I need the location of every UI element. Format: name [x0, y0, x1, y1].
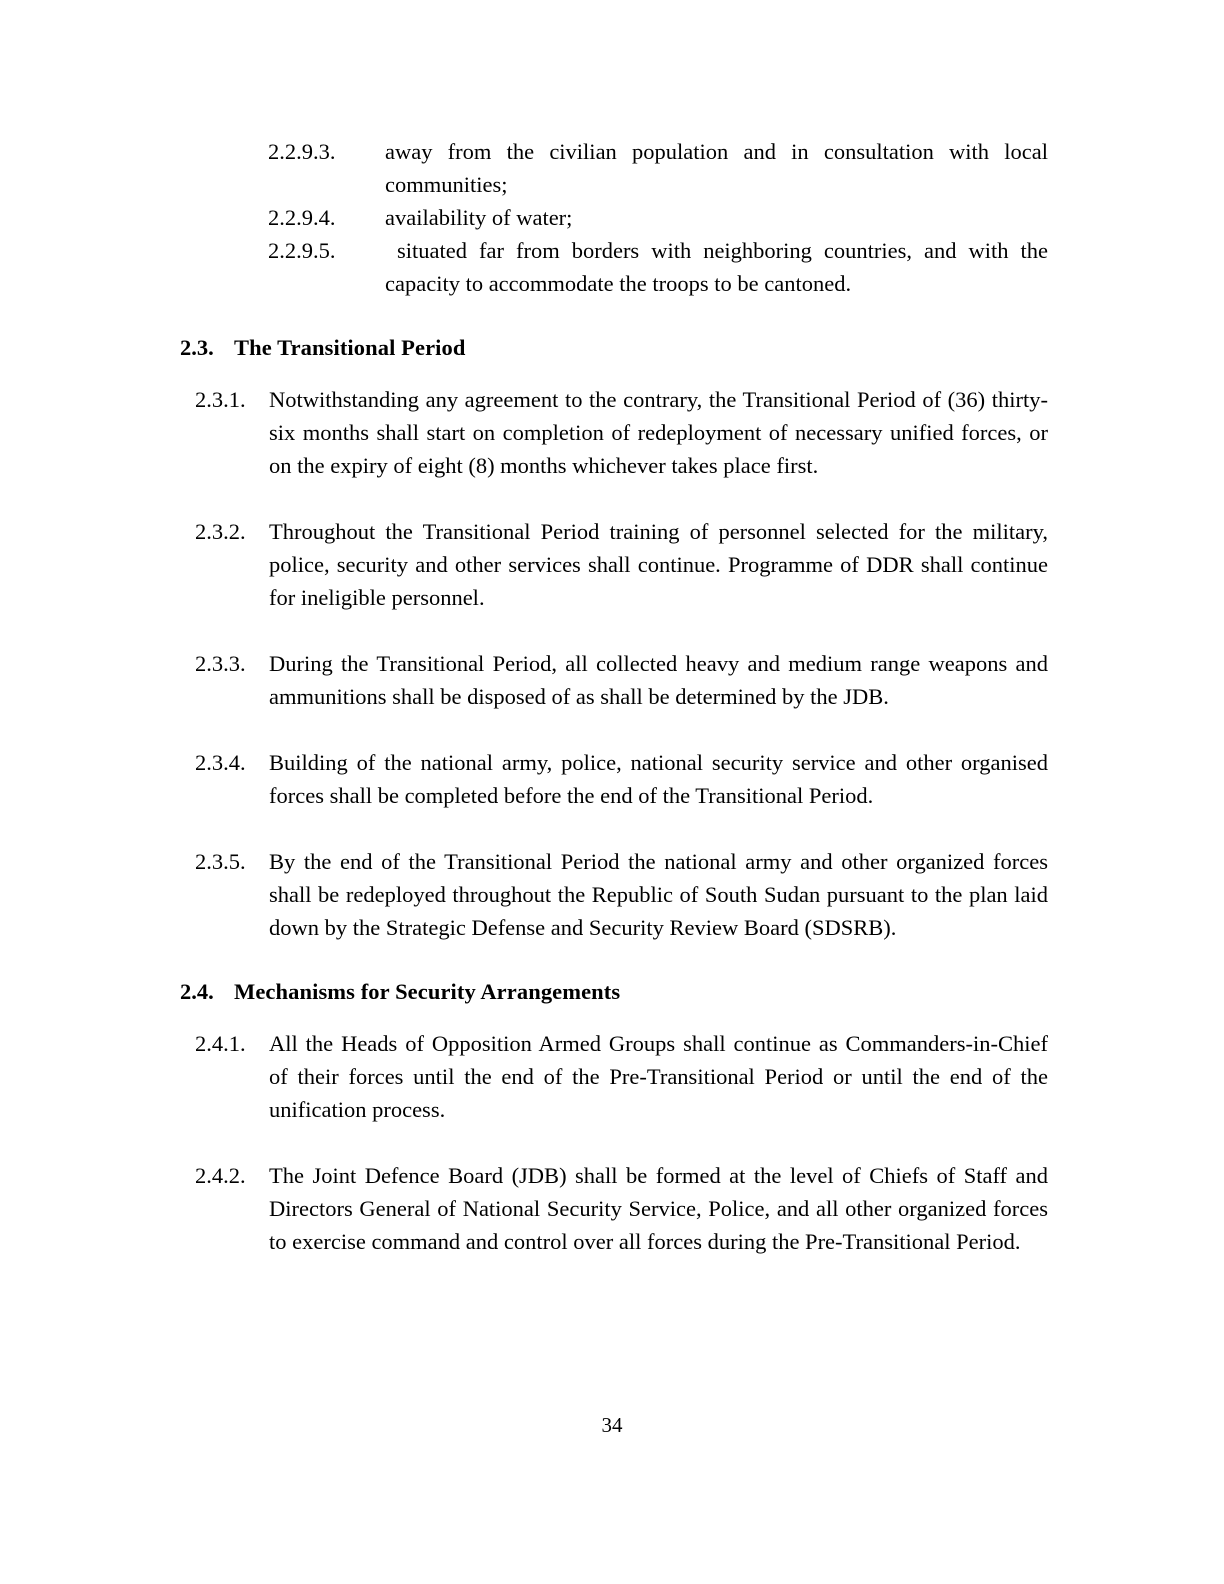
spacer [180, 1008, 1048, 1027]
spacer [180, 812, 1048, 845]
spacer [180, 482, 1048, 515]
section-heading-title: Mechanisms for Security Arrangements [234, 979, 621, 1004]
clause-paragraph [180, 647, 1048, 713]
clause-text: The Joint Defence Board (JDB) shall be formed at the level of Chiefs of Staff and Directors General of National Security Service, Police, and all other organized forces to exercise command and control over all forces during the Pre-Transitional Period. [269, 1163, 1048, 1254]
section-heading [180, 332, 1048, 364]
clause-paragraph [180, 515, 1048, 614]
clause-number: 2.3.4. [195, 750, 246, 775]
clause-number: 2.3.5. [195, 849, 246, 874]
section-heading-number: 2.3. [180, 335, 214, 360]
clause-text: During the Transitional Period, all collected heavy and medium range weapons and ammunitions shall be disposed of as shall be determined by the JDB. [269, 651, 1048, 709]
list-item [180, 201, 1048, 234]
spacer [180, 364, 1048, 383]
clause-number: 2.3.1. [195, 387, 246, 412]
clause-paragraph [180, 1027, 1048, 1126]
section-heading-number: 2.4. [180, 979, 214, 1004]
clause-paragraph [180, 845, 1048, 944]
list-item-number: 2.2.9.5. [268, 238, 336, 263]
clause-text: Throughout the Transitional Period training of personnel selected for the military, police, security and other services shall continue. Programme of DDR shall continue for ineligible personnel. [269, 519, 1048, 610]
spacer [180, 713, 1048, 746]
clause-number: 2.3.2. [195, 519, 246, 544]
list-item-text: away from the civilian population and in consultation with local communities; [385, 139, 1054, 197]
spacer [180, 300, 1048, 332]
clause-text: All the Heads of Opposition Armed Groups shall continue as Commanders-in-Chief of their forces until the end of the Pre-Transitional Period or until the end of the unification process. [269, 1031, 1048, 1122]
spacer [180, 944, 1048, 976]
clause-paragraph [180, 383, 1048, 482]
page-number: 34 [601, 1413, 623, 1437]
clause-number: 2.3.3. [195, 651, 246, 676]
list-item-number: 2.2.9.3. [268, 139, 336, 164]
clause-text: By the end of the Transitional Period the national army and other organized forces shall be redeployed throughout the Republic of South Sudan pursuant to the plan laid down by the Strategic Defense and Security Review Board (SDSRB). [269, 849, 1048, 940]
clause-text: Notwithstanding any agreement to the contrary, the Transitional Period of (36) thirty-six months shall start on completion of redeployment of necessary unified forces, or on the expiry of eight (8) months whichever takes place first. [269, 387, 1048, 478]
section-heading [180, 976, 1048, 1008]
list-item [180, 234, 1054, 300]
spacer [180, 1126, 1048, 1159]
list-item-text: availability of water; [385, 205, 573, 230]
list-item-text: situated far from borders with neighboring countries, and with the capacity to accommodate the troops to be cantoned. [385, 238, 1054, 296]
spacer [180, 614, 1048, 647]
clause-number: 2.4.2. [195, 1163, 246, 1188]
clause-number: 2.4.1. [195, 1031, 246, 1056]
clause-paragraph [180, 1159, 1048, 1258]
list-item-number: 2.2.9.4. [268, 205, 336, 230]
list-item [180, 135, 1054, 201]
section-heading-title: The Transitional Period [234, 335, 466, 360]
clause-paragraph [180, 746, 1048, 812]
clause-text: Building of the national army, police, national security service and other organised forces shall be completed before the end of the Transitional Period. [269, 750, 1048, 808]
page-content [180, 135, 1054, 1258]
